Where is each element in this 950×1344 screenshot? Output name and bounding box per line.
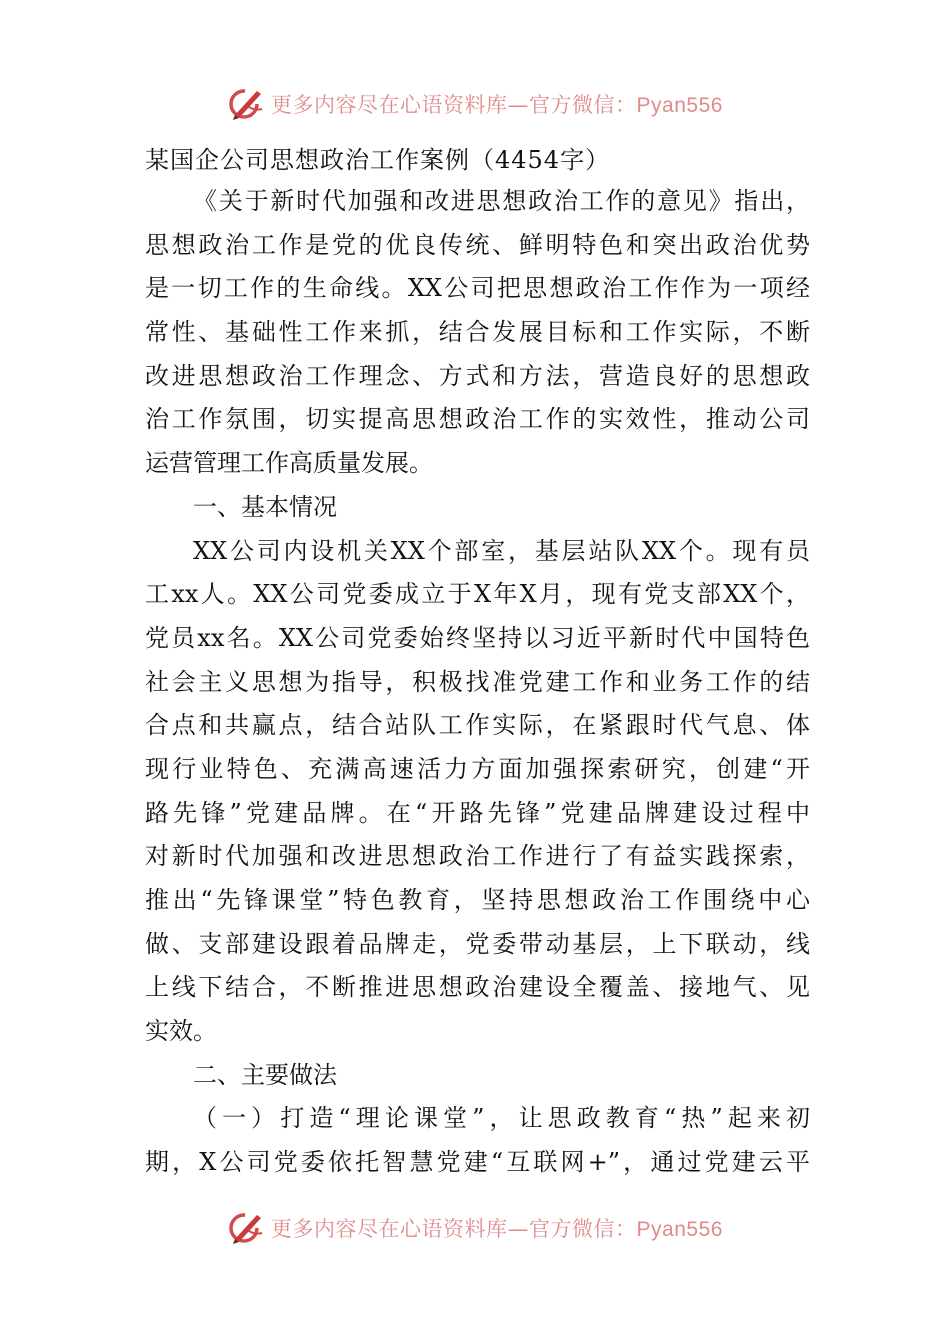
paragraph-line: 做、支部建设跟着品牌走，党委带动基层，上下联动，线 bbox=[145, 929, 810, 958]
paragraph-line: 推出“先锋课堂”特色教育，坚持思想政治工作围绕中心 bbox=[145, 886, 810, 914]
paragraph-line: 上线下结合，不断推进思想政治建设全覆盖、接地气、见 bbox=[145, 973, 810, 1002]
paragraph-line: 党员xx名。XX公司党委始终坚持以习近平新时代中国特色 bbox=[145, 623, 810, 652]
paragraph-line: 路先锋”党建品牌。在“开路先锋”党建品牌建设过程中 bbox=[145, 798, 810, 827]
paragraph-line: 运营管理工作高质量发展。 bbox=[145, 449, 433, 478]
brush-logo-icon bbox=[227, 1209, 267, 1247]
paragraph-line: 《关于新时代加强和改进思想政治工作的意见》指出， bbox=[193, 187, 810, 215]
brush-logo-icon bbox=[227, 85, 267, 123]
paragraph-line: 社会主义思想为指导，积极找准党建工作和业务工作的结 bbox=[145, 667, 810, 696]
watermark-wechat-id: Pyan556 bbox=[636, 94, 723, 117]
paragraph-line: 治工作氛围，切实提高思想政治工作的实效性，推动公司 bbox=[145, 405, 810, 434]
section-heading: 一、基本情况 bbox=[193, 492, 337, 521]
paragraph-line: 是一切工作的生命线。XX公司把思想政治工作作为一项经 bbox=[145, 274, 810, 303]
paragraph-line: 期，X公司党委依托智慧党建“互联网+”，通过党建云平 bbox=[145, 1148, 810, 1177]
section-heading: 二、主要做法 bbox=[193, 1060, 337, 1089]
watermark-bottom bbox=[0, 1208, 950, 1248]
document-title: 某国企公司思想政治工作案例（4454字） bbox=[145, 146, 611, 174]
paragraph-line: （一）打造“理论课堂”，让思政教育“热”起来初 bbox=[193, 1104, 810, 1133]
document-body bbox=[145, 140, 810, 1185]
paragraph-line: 现行业特色、充满高速活力方面加强探索研究，创建“开 bbox=[145, 754, 810, 783]
paragraph-line: 改进思想政治工作理念、方式和方法，营造良好的思想政 bbox=[145, 361, 810, 390]
watermark-wechat-id: Pyan556 bbox=[636, 1218, 723, 1241]
paragraph-line: 常性、基础性工作来抓，结合发展目标和工作实际，不断 bbox=[145, 318, 810, 347]
watermark-top bbox=[0, 84, 950, 124]
document-lines bbox=[145, 180, 810, 1185]
paragraph-line: 工xx人。XX公司党委成立于X年X月，现有党支部XX个， bbox=[145, 580, 810, 609]
paragraph-line: 实效。 bbox=[145, 1017, 217, 1046]
watermark-text: 更多内容尽在心语资料库—官方微信：Pyan556 bbox=[271, 1217, 723, 1241]
paragraph-line: 合点和共赢点，结合站队工作实际，在紧跟时代气息、体 bbox=[145, 711, 810, 740]
paragraph-line: 思想政治工作是党的优良传统、鲜明特色和突出政治优势 bbox=[145, 230, 810, 259]
paragraph-line: 对新时代加强和改进思想政治工作进行了有益实践探索， bbox=[145, 842, 810, 871]
watermark-text: 更多内容尽在心语资料库—官方微信：Pyan556 bbox=[271, 93, 723, 117]
paragraph-line: XX公司内设机关XX个部室，基层站队XX个。现有员 bbox=[193, 536, 810, 565]
